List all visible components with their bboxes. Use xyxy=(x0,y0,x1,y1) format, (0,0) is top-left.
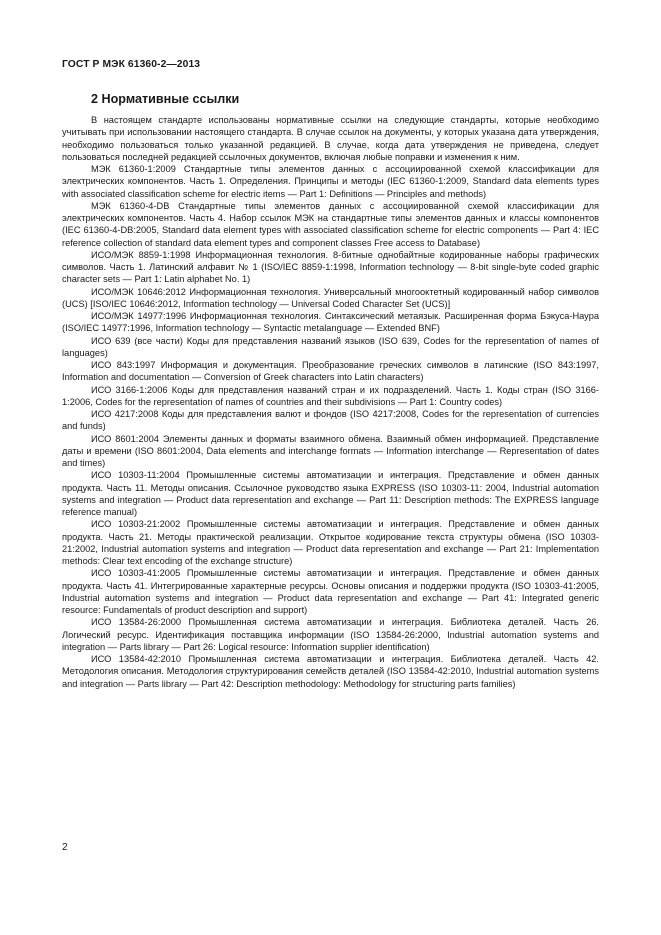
reference-iso-8601: ИСО 8601:2004 Элементы данных и форматы взаимного обмена. Взаимный обмен информацией. Представление даты и времени (ISO 8601:2004, Data elements and interchange formats — Information interchange — Representation of dates and times) xyxy=(62,433,599,468)
reference-iso-843: ИСО 843:1997 Информация и документация. Преобразование греческих символов в латинские (ISO 843:1997, Information and documentation — Conversion of Greek characters into Latin characters) xyxy=(62,360,599,383)
reference-iso-3166-1: ИСО 3166-1:2006 Коды для представления названий стран и их подразделений. Часть 1. Коды стран (ISO 3166-1:2006, Codes for the representation of names of countries and their subdivisions — Part 1: Country codes) xyxy=(62,384,599,407)
document-header: ГОСТ Р МЭК 61360-2—2013 xyxy=(62,59,201,70)
reference-iec-61360-1: МЭК 61360-1:2009 Стандартные типы элементов данных с ассоциированной схемой классификации для электрических компонентов. Часть 1. Определения. Принципы и методы (IEC 61360-1:2009, Standard data elements types with associated classification scheme for electric items — Part 1: Definitions — Principles and methods) xyxy=(62,164,599,199)
reference-iso-639: ИСО 639 (все части) Коды для представления названий языков (ISO 639, Codes for the representation of names of languages) xyxy=(62,335,599,358)
reference-iso-10303-11: ИСО 10303-11:2004 Промышленные системы автоматизации и интеграция. Представление и обмен данных продукта. Часть 11. Методы описания. Ссылочное руководство языка EXPRESS (ISO 10303-11: 2004, Industrial automation systems and integration — Product data representation and exchange — Part 11: Description methods: The EXPRESS language reference manual) xyxy=(62,470,599,517)
reference-iso-10303-21: ИСО 10303-21:2002 Промышленные системы автоматизации и интеграция. Представление и обмен данных продукта. Часть 21. Методы практической реализации. Открытое кодирование текста структуры обмена (ISO 10303-21:2002, Industrial automation systems and integration — Product data representation and exchange — Part 21: Implementation methods: Clear text encoding of the exchange structure) xyxy=(62,519,599,566)
reference-iso-13584-26: ИСО 13584-26:2000 Промышленная система автоматизации и интеграция. Библиотека деталей. Часть 26. Логический ресурс. Идентификация поставщика информации (ISO 13584-26:2000, Industrial automation systems and integration — Parts library — Part 26: Logical resource: Information supplier identification) xyxy=(62,617,599,652)
normative-references-body xyxy=(62,114,599,690)
reference-iso-4217: ИСО 4217:2008 Коды для представления валют и фондов (ISO 4217:2008, Codes for the representation of currencies and funds) xyxy=(62,409,599,432)
reference-iso-10303-41: ИСО 10303-41:2005 Промышленные системы автоматизации и интеграция. Представление и обмен данных продукта. Часть 41. Интегрированные характерные ресурсы. Основы описания и поддержки продукта (ISO 10303-41:2005, Industrial automation systems and integration — Product data representation and exchange — Part 41: Integrated generic resource: Fundamentals of product description and support) xyxy=(62,568,599,615)
section-title: 2 Нормативные ссылки xyxy=(91,92,240,106)
reference-iso-13584-42: ИСО 13584-42:2010 Промышленная система автоматизации и интеграция. Библиотека деталей. Часть 42. Методология описания. Методология структурирования семейств деталей (ISO 13584-42:2010, Industrial automation systems and integration — Parts library — Part 42: Description methodology: Methodology for structuring parts families) xyxy=(62,654,599,689)
reference-iso-iec-14977: ИСО/МЭК 14977:1996 Информационная технология. Синтаксический метаязык. Расширенная форма Бэкуса-Наура (ISO/IEC 14977:1996, Information technology — Syntactic metalanguage — Extended BNF) xyxy=(62,311,599,334)
reference-iso-iec-10646: ИСО/МЭК 10646:2012 Информационная технология. Универсальный многооктетный кодированный набор символов (UCS) [ISO/IEC 10646:2012, Information technology — Universal Coded Character Set (UCS)] xyxy=(62,286,599,309)
intro-paragraph: В настоящем стандарте использованы нормативные ссылки на следующие стандарты, которые необходимо учитывать при использовании настоящего стандарта. В случае ссылок на документы, у которых указана дата утверждения, необходимо пользоваться только указанной редакцией. В случае, когда дата утверждения не приведена, следует пользоваться последней редакцией ссылочных документов, включая любые поправки и изменения к ним. xyxy=(62,115,599,162)
reference-iso-iec-8859-1: ИСО/МЭК 8859-1:1998 Информационная технология. 8-битные однобайтные кодированные наборы графических символов. Часть 1. Латинский алфавит № 1 (ISO/IEC 8859-1:1998, Information technology — 8-bit single-byte coded graphic character sets — Part 1: Latin alphabet No. 1) xyxy=(62,249,599,285)
reference-iec-61360-4-db: МЭК 61360-4-DB Стандартные типы элементов данных с ассоциированной схемой классификации для электрических компонентов. Часть 4. Набор ссылок МЭК на стандартные типы элементов данных и классы компонентов (IEC 61360-4-DB:2005, Standard data element types with associated classification scheme for electric components — Part 4: IEC reference collection of standard data element types and component classes Free access to Database) xyxy=(62,200,599,248)
page-number: 2 xyxy=(62,842,68,853)
